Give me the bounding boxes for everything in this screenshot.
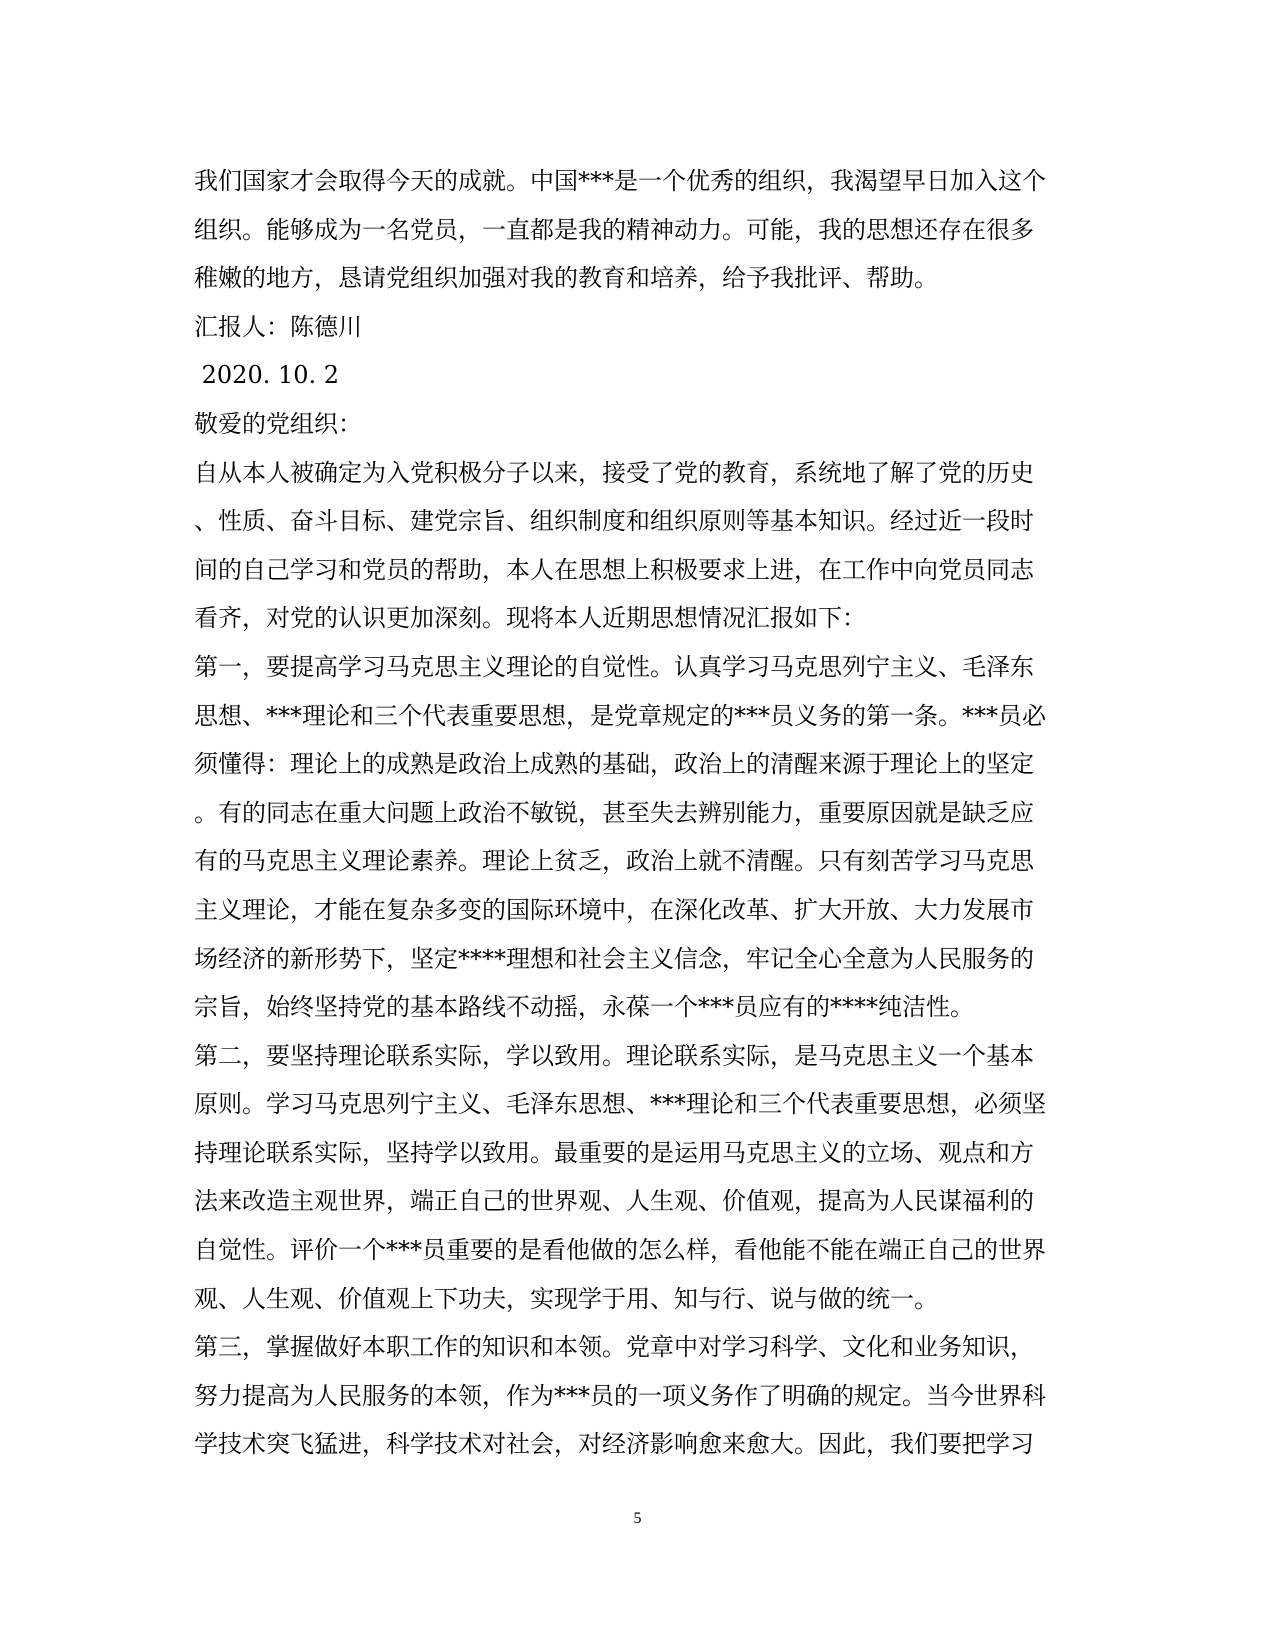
text-line: 间的自己学习和党员的帮助，本人在思想上积极要求上进，在工作中向党员同志	[194, 555, 1034, 584]
text-line: 有的马克思主义理论素养。理论上贫乏，政治上就不清醒。只有刻苦学习马克思	[194, 847, 1034, 876]
text-line: 。有的同志在重大问题上政治不敏锐，甚至失去辨别能力，重要原因就是缺乏应	[194, 798, 1034, 827]
text-line: 我们国家才会取得今天的成就。中国***是一个优秀的组织，我渴望早日加入这个	[194, 167, 1046, 195]
text-line: 观、人生观、价值观上下功夫，实现学于用、知与行、说与做的统一。	[194, 1284, 938, 1313]
text-line: 持理论联系实际，坚持学以致用。最重要的是运用马克思主义的立场、观点和方	[194, 1138, 1034, 1167]
reporter-line: 汇报人：陈德川	[194, 312, 362, 341]
date-line: 2020. 10. 2	[194, 361, 340, 390]
text-line: 宗旨，始终坚持党的基本路线不动摇，永葆一个***员应有的****纯洁性。	[194, 993, 974, 1022]
text-line: 努力提高为人民服务的本领，作为***员的一项义务作了明确的规定。当今世界科	[194, 1381, 1046, 1410]
text-line: 看齐，对党的认识更加深刻。现将本人近期思想情况汇报如下：	[194, 604, 866, 633]
text-line: 稚嫩的地方，恳请党组织加强对我的教育和培养，给予我批评、帮助。	[194, 264, 938, 293]
text-line: 自觉性。评价一个***员重要的是看他做的怎么样，看他能不能在端正自己的世界	[194, 1236, 1046, 1265]
salutation-line: 敬爱的党组织：	[194, 409, 362, 438]
text-line: 学技术突飞猛进，科学技术对社会，对经济影响愈来愈大。因此，我们要把学习	[194, 1430, 1034, 1459]
text-line: 思想、***理论和三个代表重要思想，是党章规定的***员义务的第一条。***员必	[194, 701, 1046, 730]
text-line: 组织。能够成为一名党员，一直都是我的精神动力。可能，我的思想还存在很多	[194, 215, 1034, 244]
text-line: 第二，要坚持理论联系实际，学以致用。理论联系实际，是马克思主义一个基本	[194, 1041, 1034, 1070]
document-body	[194, 157, 1074, 1469]
text-line: 法来改造主观世界，端正自己的世界观、人生观、价值观，提高为人民谋福利的	[194, 1187, 1034, 1216]
page-number: 5	[633, 1510, 642, 1527]
text-line: 场经济的新形势下，坚定****理想和社会主义信念，牢记全心全意为人民服务的	[194, 944, 1034, 973]
text-line: 、性质、奋斗目标、建党宗旨、组织制度和组织原则等基本知识。经过近一段时	[194, 507, 1034, 536]
text-line: 须懂得：理论上的成熟是政治上成熟的基础，政治上的清醒来源于理论上的坚定	[194, 750, 1034, 779]
text-line: 原则。学习马克思列宁主义、毛泽东思想、***理论和三个代表重要思想，必须坚	[194, 1090, 1046, 1119]
text-line: 自从本人被确定为入党积极分子以来，接受了党的教育，系统地了解了党的历史	[194, 458, 1034, 487]
text-line: 第三，掌握做好本职工作的知识和本领。党章中对学习科学、文化和业务知识，	[194, 1333, 1034, 1362]
text-line: 第一，要提高学习马克思主义理论的自觉性。认真学习马克思列宁主义、毛泽东	[194, 652, 1034, 681]
text-line: 主义理论，才能在复杂多变的国际环境中，在深化改革、扩大开放、大力发展市	[194, 895, 1034, 924]
